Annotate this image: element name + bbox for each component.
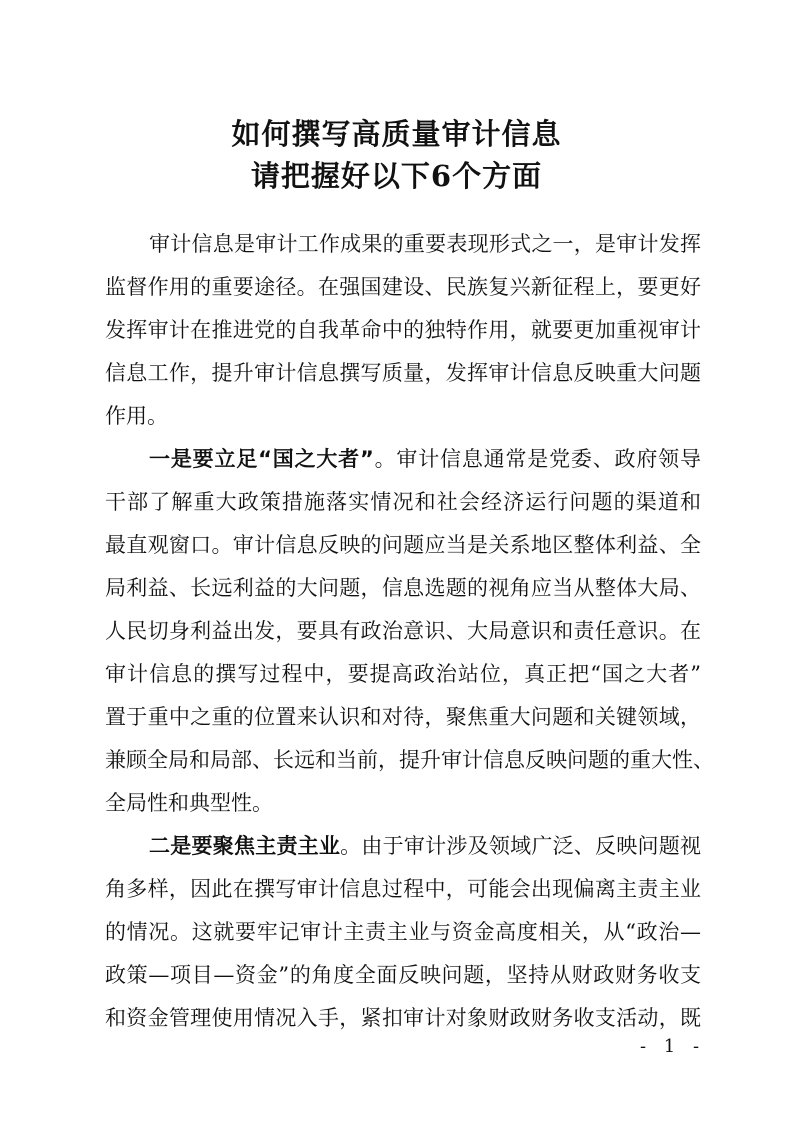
line-text: 角多样，因此在撰写审计信息过程中，可能会出现偏离主责主业 [105, 877, 701, 901]
text-line [105, 223, 701, 266]
line-text: 。由于审计涉及领域广泛、反映问题视 [340, 834, 702, 858]
line-text: 作用。 [105, 404, 168, 428]
line-text: 人民切身利益出发，要具有政治意识、大局意识和责任意识。在 [105, 619, 701, 643]
text-line [105, 782, 701, 825]
text-line [105, 911, 701, 954]
text-line [105, 352, 701, 395]
text-line [105, 653, 701, 696]
text-line [105, 610, 701, 653]
line-text: 兼顾全局和局部、长远和当前，提升审计信息反映问题的重大性、 [105, 748, 714, 772]
line-text: 监督作用的重要途径。在强国建设、民族复兴新征程上，要更好 [105, 275, 701, 299]
document-title-line-1: 如何撰写高质量审计信息 [231, 117, 562, 151]
line-text: 最直观窗口。审计信息反映的问题应当是关系地区整体利益、全 [105, 533, 701, 557]
line-text: 和资金管理使用情况入手，紧扣审计对象财政财务收支活动，既 [105, 1006, 701, 1030]
paragraph-lead-heading: 一是要立足“国之大者” [149, 447, 374, 471]
line-text: 的情况。这就要牢记审计主责主业与资金高度相关，从“政治— [105, 920, 701, 944]
line-text: 政策—项目—资金”的角度全面反映问题，坚持从财政财务收支 [105, 963, 701, 987]
text-line [105, 825, 701, 868]
line-text: 。审计信息通常是党委、政府领导 [373, 447, 701, 471]
text-line [105, 868, 701, 911]
text-line [105, 438, 701, 481]
text-line [105, 524, 701, 567]
text-line [105, 309, 701, 352]
text-line [105, 481, 701, 524]
paragraph-lead-heading: 二是要聚焦主责主业 [149, 834, 341, 858]
line-text: 信息工作，提升审计信息撰写质量，发挥审计信息反映重大问题 [105, 361, 701, 385]
text-line [105, 696, 701, 739]
text-line [105, 997, 701, 1040]
line-text: 审计信息是审计工作成果的重要表现形式之一，是审计发挥 [149, 232, 701, 256]
text-line [105, 395, 701, 438]
text-line [105, 567, 701, 610]
line-text: 审计信息的撰写过程中，要提高政治站位，真正把“国之大者” [105, 662, 701, 686]
text-line [105, 954, 701, 997]
document-body [105, 223, 714, 1040]
paragraph [105, 223, 701, 438]
paragraph [105, 825, 701, 1040]
line-text: 干部了解重大政策措施落实情况和社会经济运行问题的渠道和 [105, 490, 701, 514]
document-title-line-2: 请把握好以下6个方面 [250, 159, 543, 193]
text-line [105, 266, 701, 309]
line-text: 发挥审计在推进党的自我革命中的独特作用，就要更加重视审计 [105, 318, 701, 342]
line-text: 置于重中之重的位置来认识和对待，聚焦重大问题和关键领域， [105, 705, 701, 729]
paragraph [105, 438, 714, 825]
line-text: 全局性和典型性。 [105, 791, 273, 815]
text-line [105, 739, 714, 782]
page-number: - 1 - [640, 1036, 706, 1057]
line-text: 局利益、长远利益的大问题，信息选题的视角应当从整体大局、 [105, 576, 701, 600]
